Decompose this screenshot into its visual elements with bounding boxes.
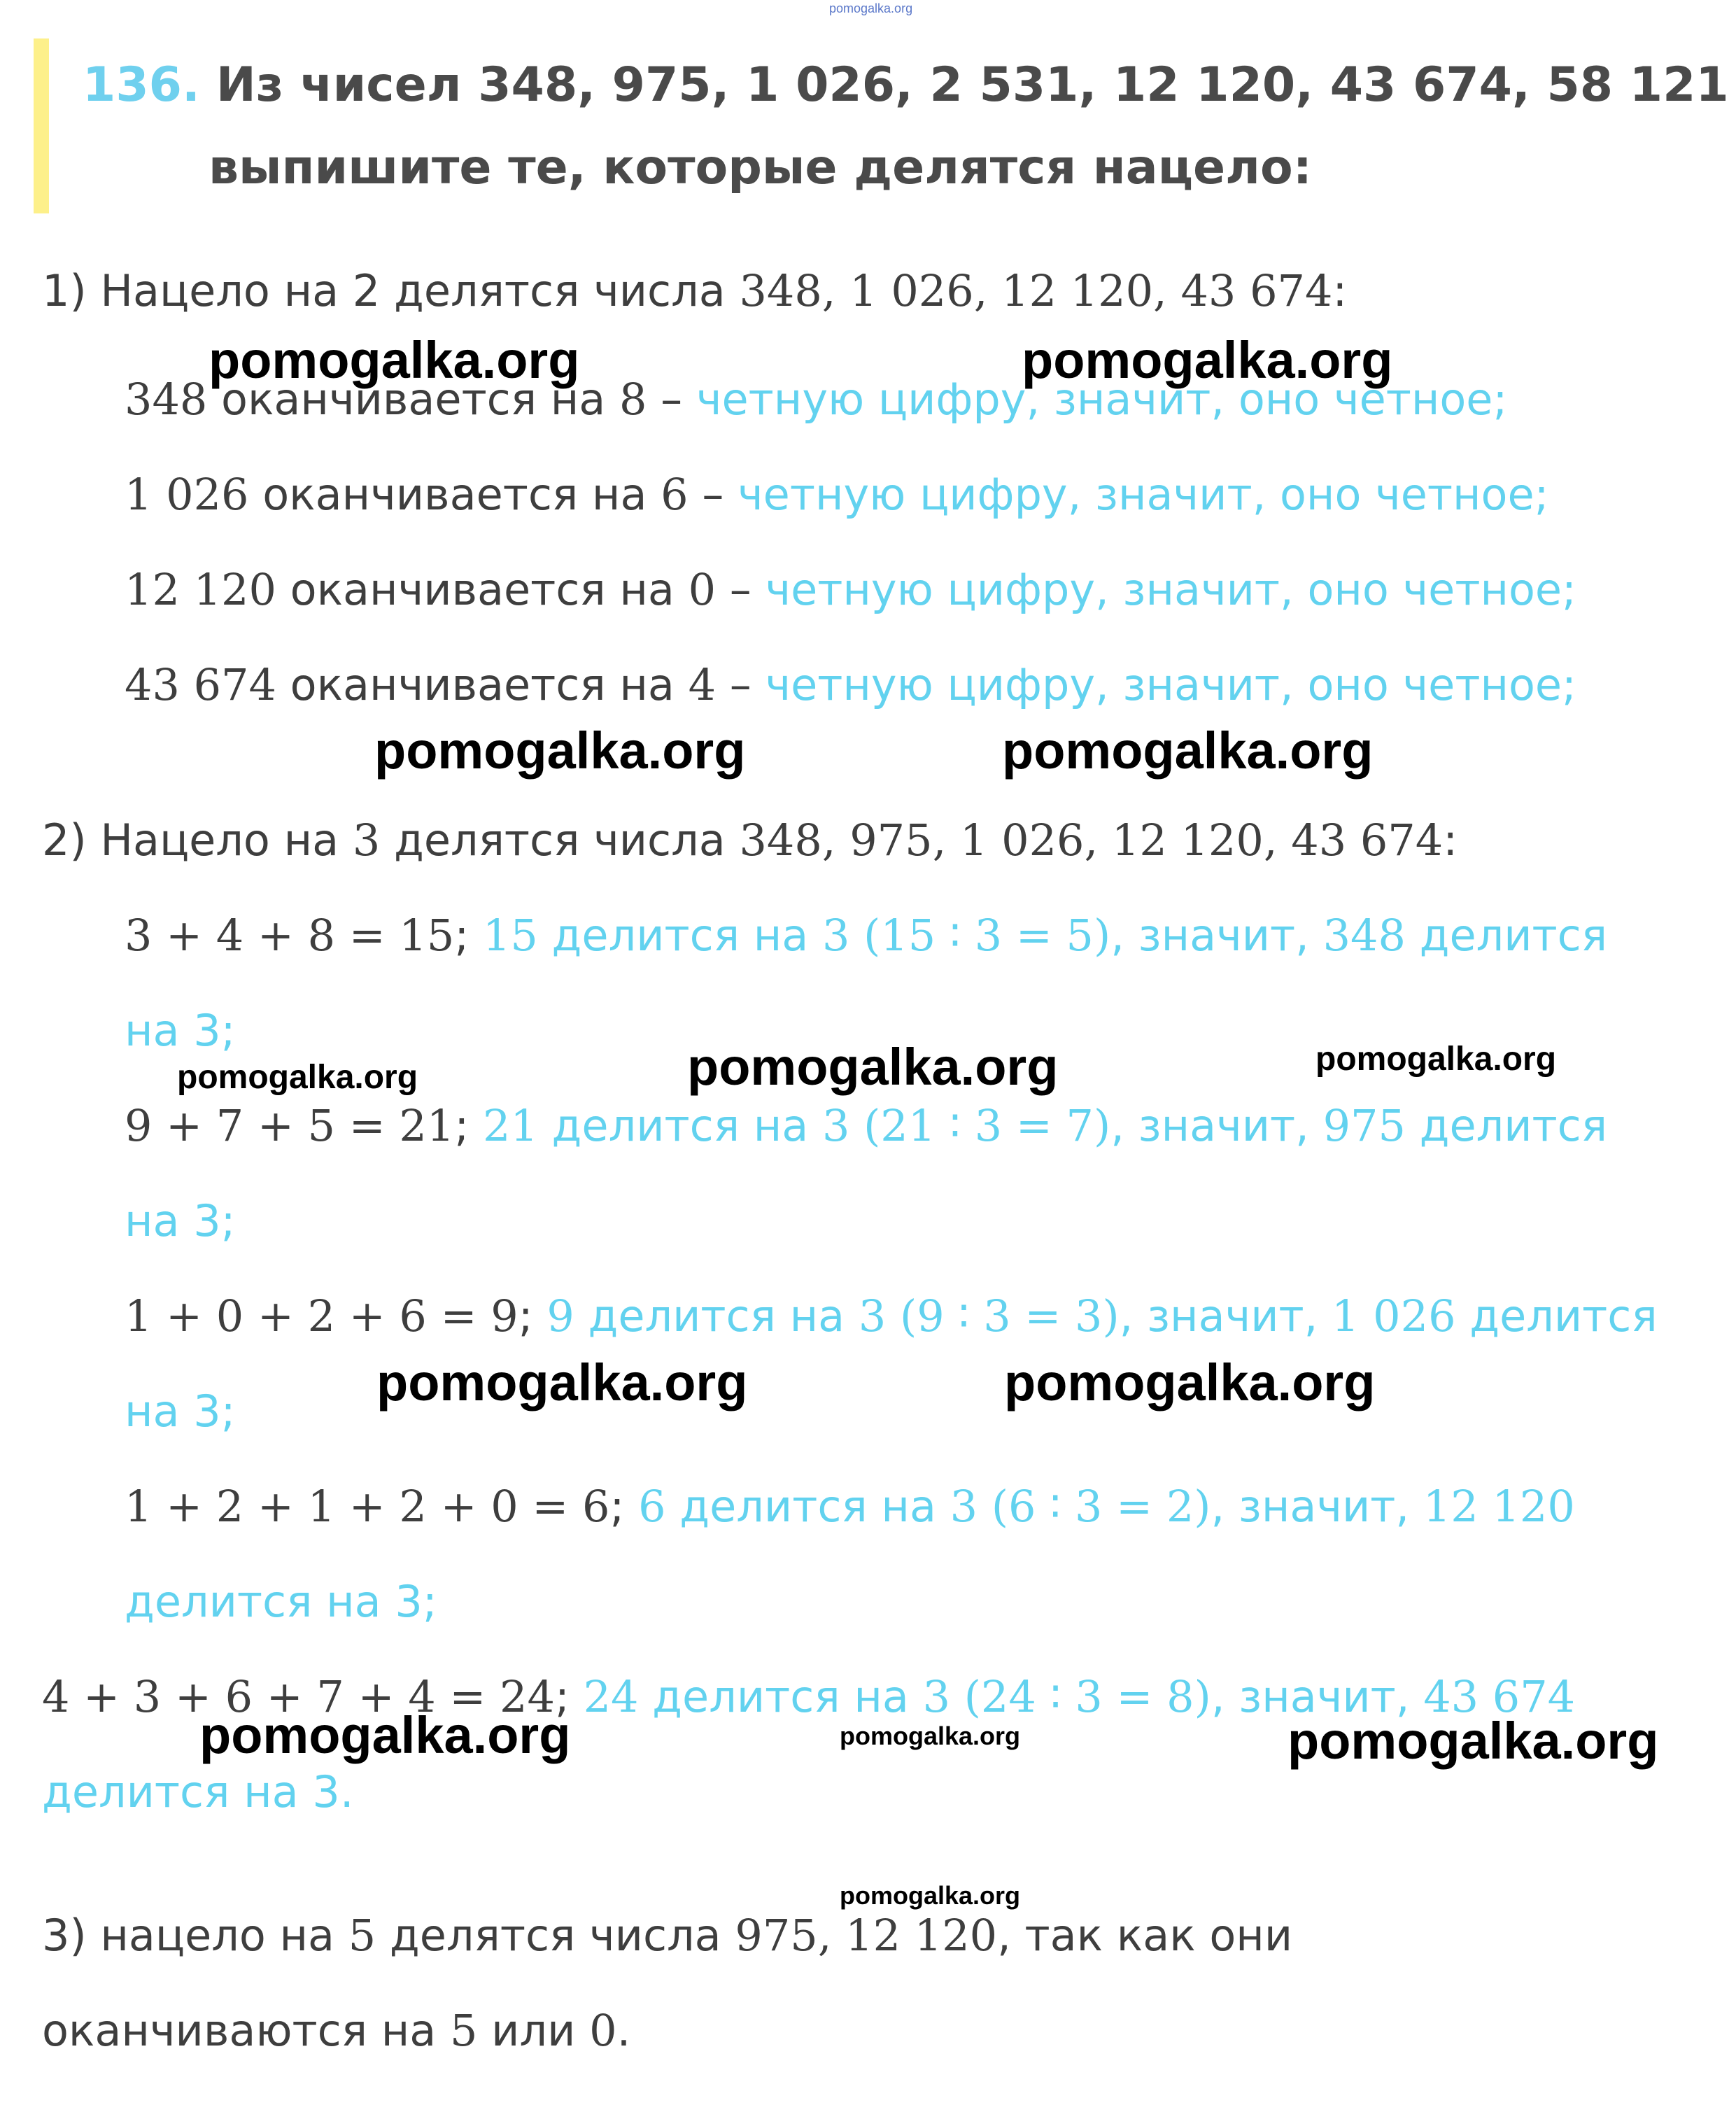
part3-digit: 5 (450, 2005, 478, 2056)
row-conclusion: четную цифру, значит, оно четное; (765, 659, 1576, 710)
row-divisor: 3 (922, 1671, 951, 1722)
part3-text: , так как они (997, 1910, 1293, 1961)
row-text: делится на (638, 1671, 923, 1722)
watermark: pomogalka.org (177, 1059, 418, 1096)
watermark: pomogalka.org (1287, 1712, 1659, 1770)
row-text: делится на (537, 1100, 822, 1151)
part2-row-3-cont: на 3; (125, 1386, 236, 1437)
row-number: 1 026 (1332, 1290, 1456, 1342)
row-semicolon: ; (554, 1671, 584, 1722)
watermark: pomogalka.org (376, 1353, 748, 1412)
part3-digit: 0 (589, 2005, 617, 2056)
row-text: оканчивается на (276, 659, 689, 710)
digit-sum-expression: 1 + 2 + 1 + 2 + 0 = 6 (125, 1481, 610, 1532)
row-division: (24 ∶ 3 = 8) (950, 1671, 1211, 1722)
watermark: pomogalka.org (209, 331, 580, 389)
row-semicolon: ; (454, 910, 483, 961)
row-divisor: 3 (821, 1100, 850, 1151)
row-digit: 4 (688, 659, 717, 710)
part2-heading (42, 815, 1458, 866)
part2-row-4-cont: делится на 3; (125, 1576, 437, 1627)
row-text: оканчивается на (248, 469, 661, 520)
digit-sum-expression: 9 + 7 + 5 = 21 (125, 1100, 455, 1151)
part3-line1 (42, 1910, 1293, 1961)
watermark: pomogalka.org (687, 1038, 1059, 1096)
part3-text: . (616, 2005, 631, 2056)
row-text: , значит, (1211, 1481, 1423, 1532)
part2-row-1 (125, 910, 1608, 961)
part2-row-2 (125, 1100, 1608, 1151)
part3-line2 (42, 2005, 631, 2056)
part2-heading-colon: : (1443, 815, 1458, 866)
row-number: 975 (1322, 1100, 1406, 1151)
part3-text: оканчиваются на (42, 2005, 451, 2056)
row-division: (21 ∶ 3 = 7) (849, 1100, 1111, 1151)
part2-row-2-cont: на 3; (125, 1195, 236, 1246)
row-text: оканчивается на (207, 374, 620, 425)
task-text-line2: выпишите те, которые делятся нацело: (209, 140, 1312, 195)
row-number: 348 (125, 374, 208, 425)
row-dash: – (688, 469, 738, 520)
row-semicolon: ; (454, 1100, 483, 1151)
row-divisor: 3 (950, 1481, 978, 1532)
part2-row-4 (125, 1481, 1575, 1532)
row-text: оканчивается на (276, 564, 689, 615)
row-sum: 9 (546, 1290, 574, 1342)
row-sum: 21 (482, 1100, 538, 1151)
row-digit: 8 (619, 374, 647, 425)
row-number: 12 120 (1423, 1481, 1575, 1532)
row-number: 348 (1322, 910, 1406, 961)
part2-row-1-cont: на 3; (125, 1005, 236, 1056)
part1-row-2 (125, 469, 1549, 520)
row-digit: 0 (688, 564, 717, 615)
row-divisor: 3 (821, 910, 850, 961)
row-text: делится на (537, 910, 822, 961)
row-digit: 6 (661, 469, 689, 520)
row-dash: – (716, 659, 765, 710)
watermark: pomogalka.org (840, 1722, 1021, 1750)
watermark: pomogalka.org (1002, 721, 1374, 780)
watermark: pomogalka.org (199, 1706, 571, 1764)
watermark: pomogalka.org (1022, 331, 1393, 389)
digit-sum-expression: 3 + 4 + 8 = 15 (125, 910, 455, 961)
row-text: , значит, (1211, 1671, 1424, 1722)
row-number: 43 674 (125, 659, 276, 710)
row-conclusion: четную цифру, значит, оно четное; (765, 564, 1576, 615)
row-text: делится (1405, 910, 1608, 961)
part2-heading-digit: 3 (352, 815, 381, 866)
part1-heading-colon: : (1332, 265, 1348, 316)
part2-heading-text2: делятся числа (380, 815, 740, 866)
digit-sum-expression: 4 + 3 + 6 + 7 + 4 = 24 (42, 1671, 555, 1722)
part3-text: делятся числа (376, 1910, 735, 1961)
row-sum: 6 (638, 1481, 666, 1532)
part1-row-4 (125, 659, 1576, 710)
part3-numbers: 975, 12 120 (735, 1910, 998, 1961)
row-text: , значит, (1110, 1100, 1323, 1151)
row-conclusion: четную цифру, значит, оно четное; (738, 469, 1549, 520)
part3-text: 3) нацело на (42, 1910, 348, 1961)
task-text-line1: Из чисел 348, 975, 1 026, 2 531, 12 120, 43 674, 58 121 (216, 57, 1729, 113)
row-sum: 15 (482, 910, 538, 961)
part1-heading-text: 1) Нацело на 2 делятся числа (42, 265, 740, 316)
row-division: (6 ∶ 3 = 2) (978, 1481, 1211, 1532)
row-sum: 24 (583, 1671, 639, 1722)
task-accent-bar (34, 38, 49, 213)
part2-heading-numbers: 348, 975, 1 026, 12 120, 43 674 (739, 815, 1444, 866)
watermark-top: pomogalka.org (829, 1, 913, 15)
watermark: pomogalka.org (374, 721, 746, 780)
watermark: pomogalka.org (840, 1881, 1021, 1910)
row-division: (15 ∶ 3 = 5) (849, 910, 1111, 961)
part3-text: или (477, 2005, 590, 2056)
row-text: делится на (665, 1481, 950, 1532)
task-number: 136. (83, 57, 200, 113)
row-text: , значит, (1110, 910, 1323, 961)
part3-divisor: 5 (348, 1910, 376, 1961)
row-number: 43 674 (1423, 1671, 1576, 1722)
part1-heading-numbers: 348, 1 026, 12 120, 43 674 (739, 265, 1333, 316)
row-text: , значит, (1119, 1290, 1332, 1342)
row-dash: – (647, 374, 696, 425)
row-semicolon: ; (609, 1481, 639, 1532)
task-header-line1 (83, 57, 1729, 113)
part2-heading-text: 2) Нацело на (42, 815, 353, 866)
row-number: 12 120 (125, 564, 276, 615)
row-text: делится на (574, 1290, 859, 1342)
row-text: делится (1405, 1100, 1608, 1151)
row-conclusion: четную цифру, значит, оно четное; (696, 374, 1508, 425)
digit-sum-expression: 1 + 0 + 2 + 6 = 9 (125, 1290, 518, 1342)
row-text: делится (1455, 1290, 1658, 1342)
row-division: (9 ∶ 3 = 3) (886, 1290, 1120, 1342)
part2-row-3 (125, 1290, 1658, 1342)
row-number: 1 026 (125, 469, 249, 520)
watermark: pomogalka.org (1004, 1353, 1376, 1412)
row-divisor: 3 (858, 1290, 887, 1342)
watermark: pomogalka.org (1315, 1041, 1557, 1078)
row-dash: – (716, 564, 765, 615)
row-semicolon: ; (518, 1290, 547, 1342)
part1-heading (42, 265, 1348, 316)
part2-row-5-cont: делится на 3. (42, 1766, 354, 1817)
part1-row-3 (125, 564, 1576, 615)
